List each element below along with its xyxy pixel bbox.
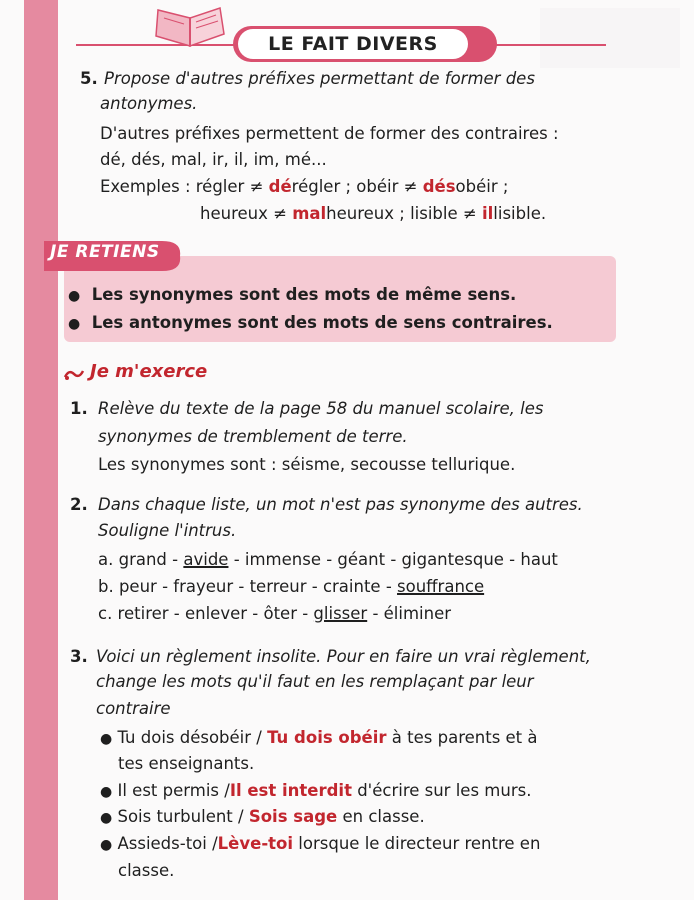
q5-ex2-b: heureux ; lisible ≠	[326, 204, 482, 223]
q3-number: 3.	[70, 647, 88, 666]
q2-c-pre: c. retirer - enlever - ôter -	[98, 604, 314, 623]
bullet-icon: ●	[68, 288, 81, 304]
open-book-icon	[146, 6, 236, 52]
q2-list-b	[98, 576, 484, 598]
q5-ex-prefix: Exemples : régler ≠	[100, 177, 269, 196]
prefix-mal: mal	[292, 204, 327, 223]
exercise-title: Je m'exerce	[90, 361, 208, 382]
q2-b-intrus: souffrance	[397, 577, 485, 596]
page-title: LE FAIT DIVERS	[268, 33, 438, 55]
q3-i3-post: en classe.	[337, 807, 425, 826]
q1-prompt-line1: Relève du texte de la page 58 du manuel scolaire, les	[98, 399, 544, 418]
bullet-icon: ●	[68, 316, 81, 332]
q2-prompt-line1: Dans chaque liste, un mot n'est pas synonyme des autres.	[98, 495, 583, 514]
q3-item-3	[100, 806, 425, 829]
q3-i1-answer: Tu dois obéir	[267, 728, 387, 747]
bullet-icon: ●	[100, 837, 113, 853]
q3-i3-answer: Sois sage	[248, 807, 338, 826]
bullet-icon: ●	[100, 784, 113, 800]
q3-i3-pre: Sois turbulent /	[117, 807, 249, 826]
bullet-icon: ●	[100, 731, 113, 747]
q2-number: 2.	[70, 495, 88, 514]
q2-c-intrus: glisser	[313, 604, 368, 623]
q2-prompt-line2: Souligne l'intrus.	[98, 521, 237, 540]
q2-a-post: - immense - géant - gigantesque - haut	[228, 550, 558, 569]
q3-item-4-line2: classe.	[118, 861, 175, 880]
q5-examples-line1	[100, 176, 508, 198]
prefix-de: dé	[268, 177, 292, 196]
q3-i2-pre: Il est permis /	[117, 781, 230, 800]
prefix-des: dés	[422, 177, 456, 196]
left-margin-band	[24, 0, 58, 900]
exercise-swirl-icon	[63, 367, 85, 381]
q1-answer: Les synonymes sont : séisme, secousse tellurique.	[98, 455, 516, 474]
q3-i1-post: à tes parents et à	[386, 728, 538, 747]
q3-i4-post: lorsque le directeur rentre en	[293, 834, 541, 853]
q3-i1-pre: Tu dois désobéir /	[117, 728, 268, 747]
q5-ex-obeir: obéir ;	[455, 177, 509, 196]
q3-prompt-line1: Voici un règlement insolite. Pour en faire un vrai règlement,	[96, 647, 591, 666]
q3-prompt-line2: change les mots qu'il faut en les remplaçant par leur	[96, 672, 534, 691]
q5-ex2-a: heureux ≠	[200, 204, 293, 223]
q5-number: 5.	[80, 69, 98, 88]
q3-item-1-line2: tes enseignants.	[118, 754, 255, 773]
q3-i2-answer: Il est interdit	[229, 781, 352, 800]
q5-prompt-line1: Propose d'autres préfixes permettant de former des	[104, 69, 535, 88]
q2-list-a	[98, 549, 558, 571]
q2-a-intrus: avide	[183, 550, 229, 569]
bullet-icon: ●	[100, 810, 113, 826]
prefix-il: il	[481, 204, 494, 223]
faded-background	[540, 8, 680, 68]
q5-examples-line2	[200, 203, 546, 225]
retiens-item-1	[68, 284, 516, 307]
title-banner-inner	[238, 29, 468, 59]
q5-prompt-line2: antonymes.	[100, 94, 198, 113]
q3-i4-answer: Lève-toi	[217, 834, 294, 853]
q3-i4-pre: Assieds-toi /	[117, 834, 218, 853]
q2-c-post: - éliminer	[367, 604, 452, 623]
q3-item-4	[100, 833, 540, 856]
q5-answer-line1: D'autres préfixes permettent de former des contraires :	[100, 124, 559, 143]
q3-i2-post: d'écrire sur les murs.	[351, 781, 532, 800]
retiens-item-2	[68, 312, 553, 335]
q3-item-2	[100, 780, 531, 803]
q5-ex2-c: lisible.	[493, 204, 547, 223]
q2-b-pre: b. peur - frayeur - terreur - crainte -	[98, 577, 398, 596]
retiens-item-1-text: Les synonymes sont des mots de même sens.	[91, 285, 517, 304]
q3-item-1	[100, 727, 538, 750]
q3-prompt-line3: contraire	[96, 699, 171, 718]
q2-list-c	[98, 603, 451, 625]
retiens-label: JE RETIENS	[50, 242, 160, 262]
q2-a-pre: a. grand -	[98, 550, 184, 569]
q1-prompt-line2: synonymes de tremblement de terre.	[98, 427, 408, 446]
retiens-item-2-text: Les antonymes sont des mots de sens contraires.	[91, 313, 553, 332]
q5-answer-line2: dé, dés, mal, ir, il, im, mé...	[100, 150, 327, 169]
q5-ex-regler: régler ; obéir ≠	[291, 177, 423, 196]
q1-number: 1.	[70, 399, 88, 418]
